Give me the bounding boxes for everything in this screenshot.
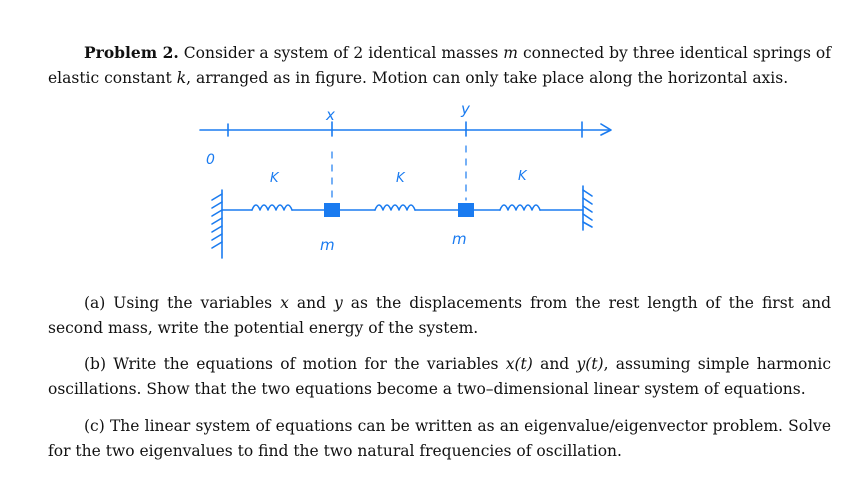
spring-label-2: K — [396, 171, 405, 186]
spring-right — [474, 205, 583, 210]
spring-mass-figure — [180, 100, 630, 280]
mass-label-1: m — [320, 236, 335, 254]
variable-y: y — [333, 294, 343, 312]
spring-label-1: K — [270, 171, 279, 186]
mass-2 — [458, 203, 474, 217]
spring-middle — [340, 205, 458, 210]
spring-left — [222, 205, 324, 210]
part-c-text: (c) The linear system of equations can be written as an eigenvalue/eigenvector problem. Solve for the two eigenvalues to find the two natural frequencies of oscillation. — [48, 417, 831, 460]
axis-label-x: x — [326, 106, 335, 124]
right-wall — [583, 186, 592, 230]
spring-constant-symbol: k — [176, 69, 187, 87]
part-b — [48, 352, 831, 402]
mass-1 — [324, 203, 340, 217]
part-a-prefix: (a) Using the variables — [84, 294, 281, 312]
part-b-suffix: , assuming simple harmonic oscillations. Show that the two equations become a two–dimensional linear system of equations. — [48, 355, 831, 398]
part-a-mid: and — [288, 294, 334, 312]
part-c — [48, 414, 831, 464]
part-b-prefix: (b) Write the equations of motion for the variables — [84, 355, 506, 373]
problem-label: Problem 2. — [84, 43, 179, 62]
problem-intro — [48, 40, 831, 91]
variable-x: x — [280, 294, 289, 312]
part-a — [48, 291, 831, 341]
problem-statement — [48, 40, 831, 91]
intro-text-1: Consider a system of 2 identical masses — [178, 44, 504, 62]
mass-label-2: m — [452, 230, 467, 248]
spring-label-3: K — [518, 169, 527, 184]
left-wall — [212, 190, 222, 258]
variable-y-of-t: y(t) — [576, 355, 604, 373]
part-b-mid: and — [532, 355, 577, 373]
intro-text-2: connected by three identical springs of elastic constant — [48, 44, 831, 87]
part-a-suffix: as the displacements from the rest length of the first and second mass, write the potential energy of the system. — [48, 294, 832, 337]
mass-symbol: m — [503, 44, 518, 62]
axis-label-y: y — [461, 100, 470, 118]
origin-label: 0 — [206, 152, 215, 168]
intro-text-3: , arranged as in figure. Motion can only take place along the horizontal axis. — [186, 69, 789, 87]
variable-x-of-t: x(t) — [505, 355, 533, 373]
